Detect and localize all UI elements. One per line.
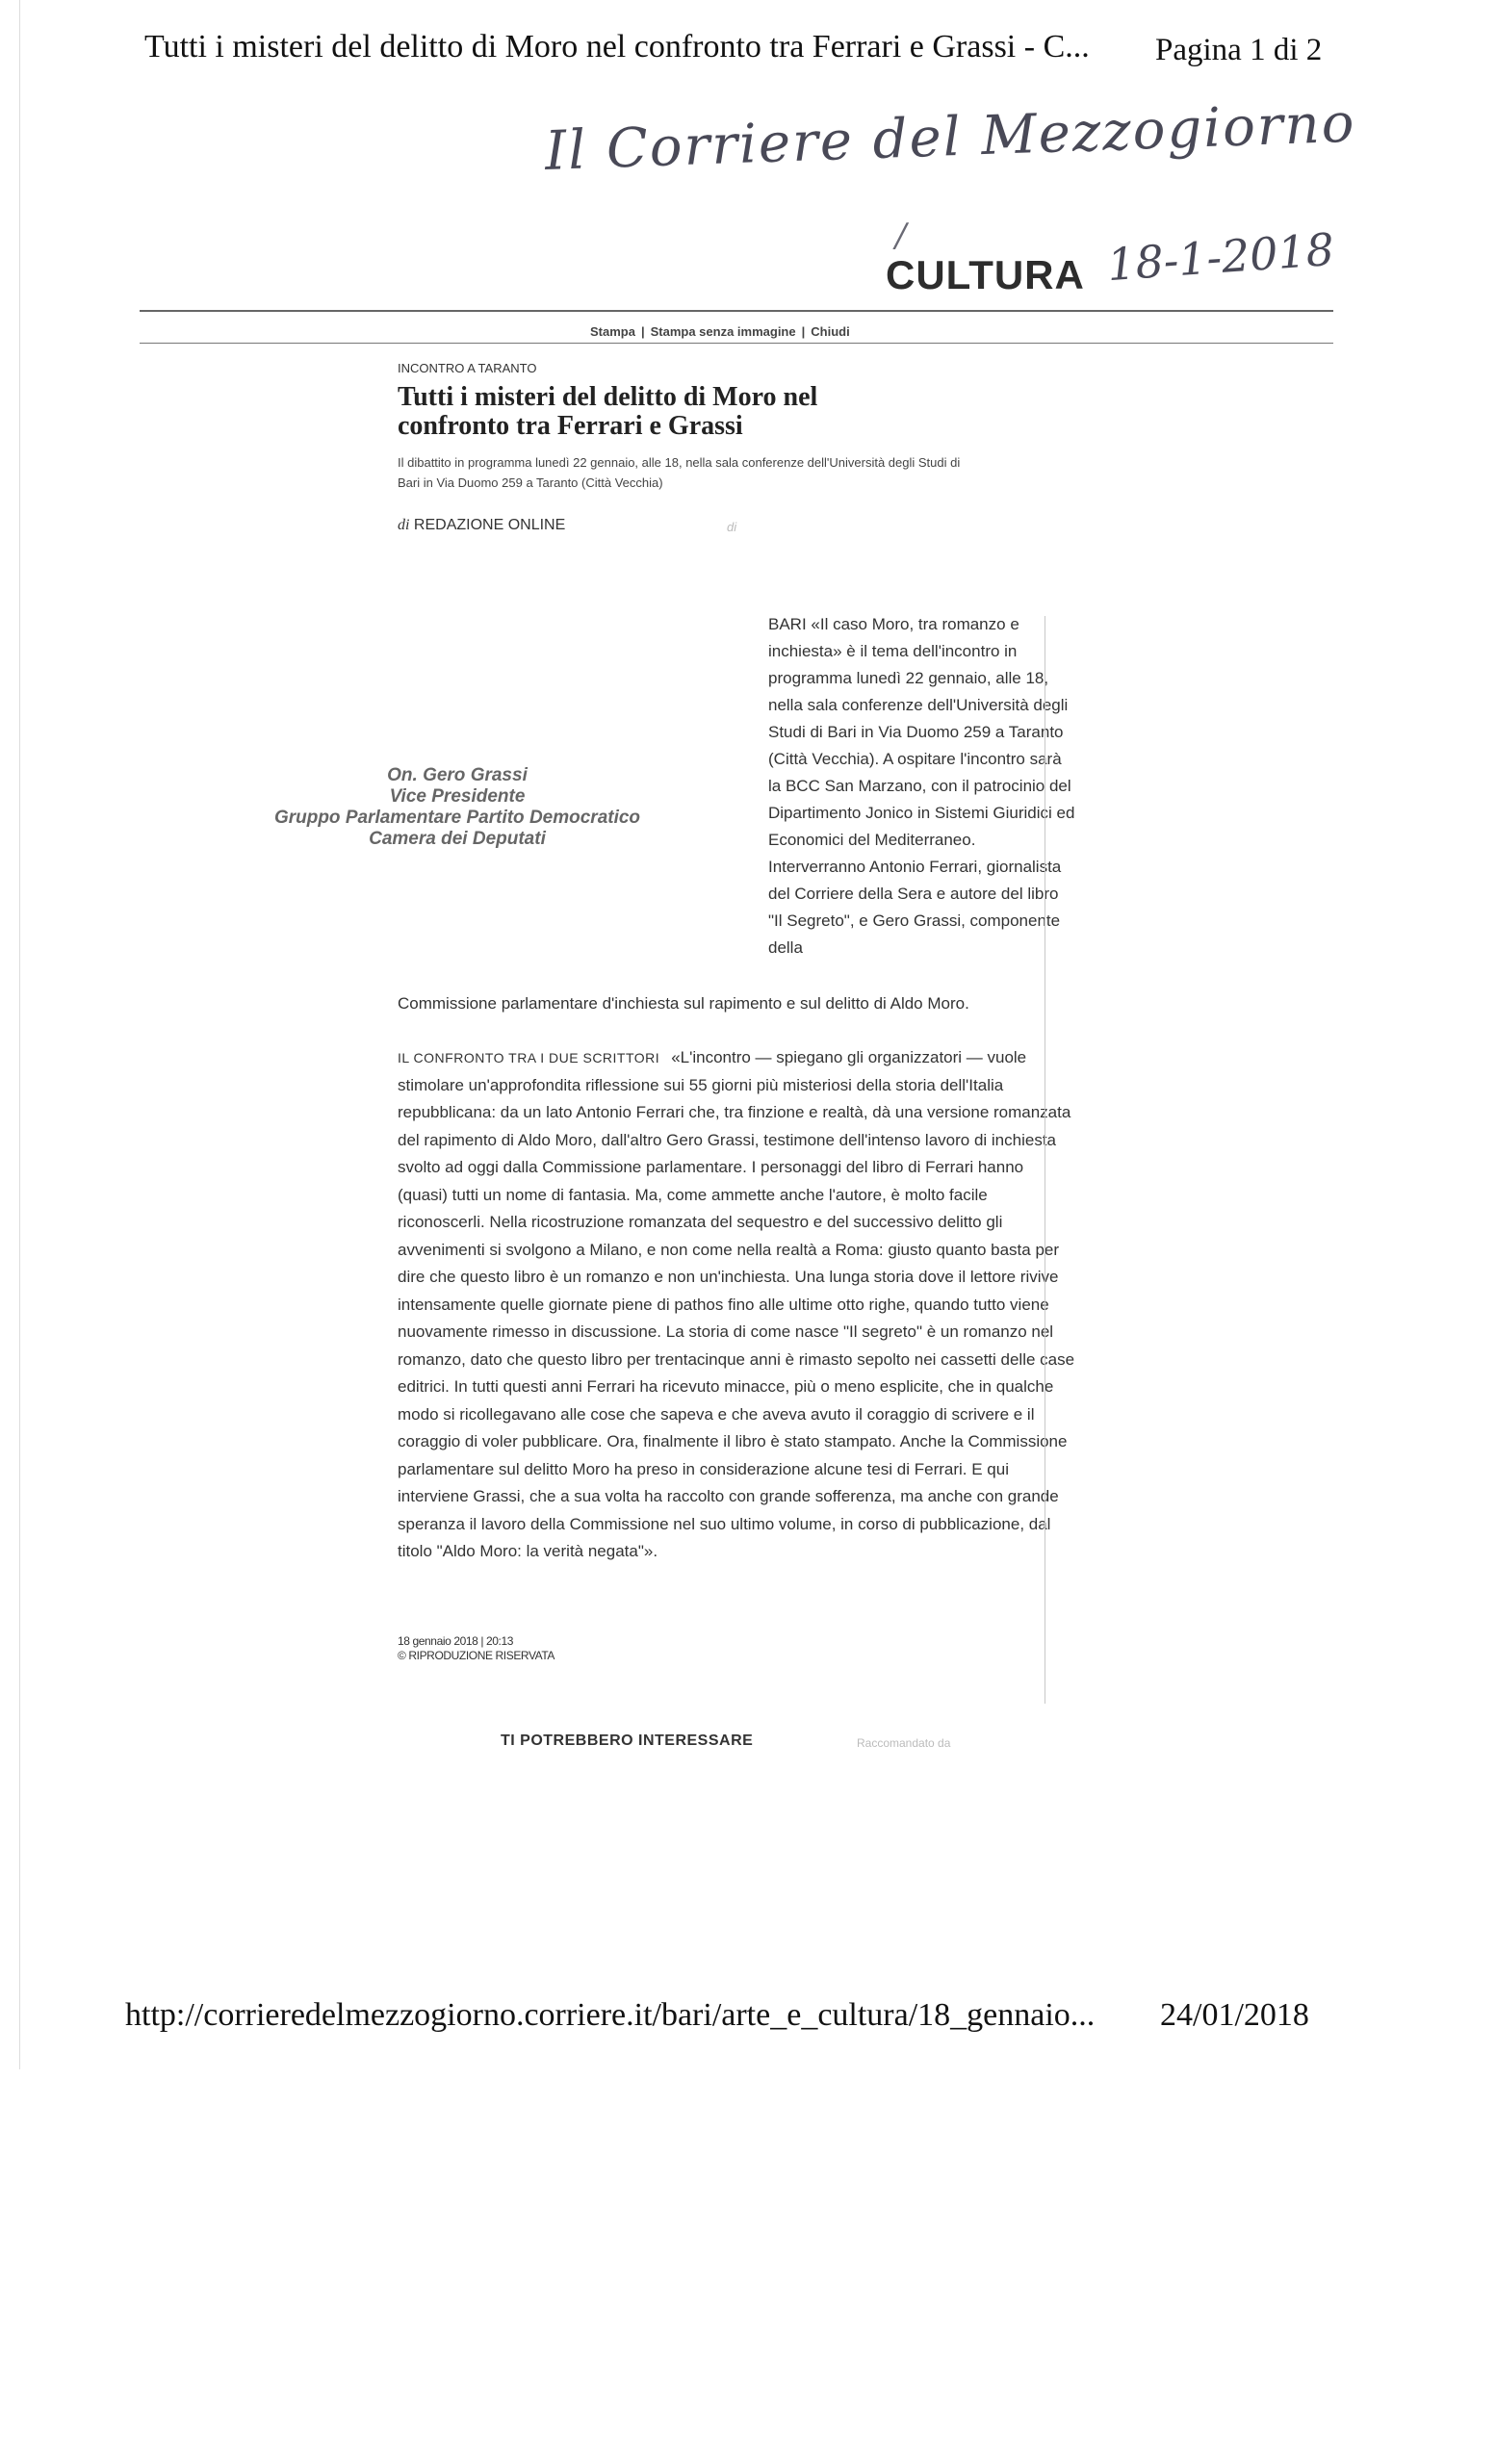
article-timestamp: 18 gennaio 2018 | 20:13 — [398, 1634, 514, 1648]
print-footer-date: 24/01/2018 — [1160, 1997, 1309, 2033]
article-intro-right: BARI «Il caso Moro, tra romanzo e inchiesta» è il tema dell'incontro in programma lunedì 22 gennaio, alle 18, nella sala conferenze dell'Università degli Studi di Bari in Via Duomo 259 a Taranto (Città Vecchia). A ospitare l'incontro sarà la BCC San Marzano, con il patrocinio del Dipartimento Jonico in Sistemi Giuridici ed Economici del Mediterraneo. Interverranno Antonio Ferrari, giornalista del Corriere della Sera e autore del libro "Il Segreto", e Gero Grassi, componente della — [768, 615, 1075, 957]
print-link[interactable]: Stampa — [590, 324, 635, 339]
caption-line: On. Gero Grassi — [387, 765, 528, 785]
close-link[interactable]: Chiudi — [811, 324, 850, 339]
related-title: TI POTREBBERO INTERESSARE — [501, 1732, 754, 1749]
handwritten-slash: / — [895, 217, 907, 255]
print-toolbar — [590, 324, 850, 339]
stray-text: di — [727, 520, 737, 534]
article-headline: Tutti i misteri del delitto di Moro nel confronto tra Ferrari e Grassi — [398, 382, 818, 441]
article-rights: © RIPRODUZIONE RISERVATA — [398, 1649, 555, 1662]
scan-edge — [19, 0, 20, 2069]
article-author — [398, 517, 565, 534]
author-name: REDAZIONE ONLINE — [413, 517, 566, 533]
article-photo-caption — [250, 765, 664, 861]
article-intro-full: Commissione parlamentare d'inchiesta sul rapimento e sul delitto di Aldo Moro. — [398, 994, 969, 1013]
print-header-title: Tutti i misteri del delitto di Moro nel confronto tra Ferrari e Grassi - C... — [144, 29, 1090, 64]
recommended-by[interactable]: Raccomandato da — [857, 1736, 951, 1750]
author-prefix: di — [398, 517, 410, 533]
caption-line: Vice Presidente — [389, 786, 526, 807]
handwritten-source-note: Il Corriere del Mezzogiorno — [544, 91, 1357, 183]
toolbar-separator: | — [801, 324, 806, 339]
caption-line: Camera dei Deputati — [369, 829, 546, 849]
section-label: CULTURA — [886, 252, 1085, 297]
toolbar-separator: | — [640, 324, 645, 339]
print-no-image-link[interactable]: Stampa senza immagine — [650, 324, 796, 339]
caption-line: Gruppo Parlamentare Partito Democratico — [273, 808, 641, 828]
header-divider — [140, 310, 1333, 312]
print-header-page: Pagina 1 di 2 — [1155, 33, 1323, 67]
article-body — [398, 1044, 1076, 1566]
article-summary: Il dibattito in programma lunedì 22 gennaio, alle 18, nella sala conferenze dell'Università degli Studi di Bari in Via Duomo 259 a Taranto (Città Vecchia) — [398, 455, 961, 490]
article-meta — [398, 1634, 555, 1663]
article-body-text: «L'incontro — spiegano gli organizzatori — vuole stimolare un'approfondita riflessione sui 55 giorni più misteriosi della storia dell'Italia repubblicana: da un lato Antonio Ferrari che, tra finzione e realtà, dà una versione romanzata del rapimento di Aldo Moro, dall'altro Gero Grassi, testimone dell'intenso lavoro di inchiesta svolto ad oggi dalla Commissione parlamentare. I personaggi del libro di Ferrari hanno (quasi) tutti un nome di fantasia. Ma, come ammette anche l'autore, è molto facile riconoscerli. Nella ricostruzione romanzata del sequestro e del successivo delitto gli avvenimenti si svolgono a Milano, e non come nella realtà a Roma: giusto quanto basta per dire che questo libro è un romanzo e non un'inchiesta. Una lunga storia dove il lettore rivive intensamente quelle giornate piene di pathos fino alle ultime otto righe, quando tutto viene nuovamente rimesso in discussione. La storia di come nasce "Il segreto" è un romanzo nel romanzo, dato che questo libro per trentacinque anni è rimasto sepolto nei cassetti delle case editrici. In tutti questi anni Ferrari ha ricevuto minacce, più o meno esplicite, che in qualche modo si ricollegavano alle cose che sapeva e che aveva avuto il coraggio di scrivere e il coraggio di voler pubblicare. Ora, finalmente il libro è stato stampato. Anche la Commissione parlamentare sul delitto Moro ha preso in considerazione alcune tesi di Ferrari. E qui interviene Grassi, che a sua volta ha raccolto con grande sofferenza, ma anche con grande speranza il lavoro della Commissione nel suo ultimo volume, in corso di pubblicazione, dal titolo "Aldo Moro: la verità negata"». — [398, 1048, 1075, 1560]
print-footer-url: http://corrieredelmezzogiorno.corriere.it/bari/arte_e_cultura/18_gennaio... — [125, 1997, 1096, 2033]
article-kicker: INCONTRO A TARANTO — [398, 361, 537, 375]
handwritten-date-note: 18-1-2018 — [1105, 222, 1336, 292]
toolbar-divider — [140, 343, 1333, 344]
article-subhead: IL CONFRONTO TRA I DUE SCRITTORI — [398, 1050, 660, 1065]
